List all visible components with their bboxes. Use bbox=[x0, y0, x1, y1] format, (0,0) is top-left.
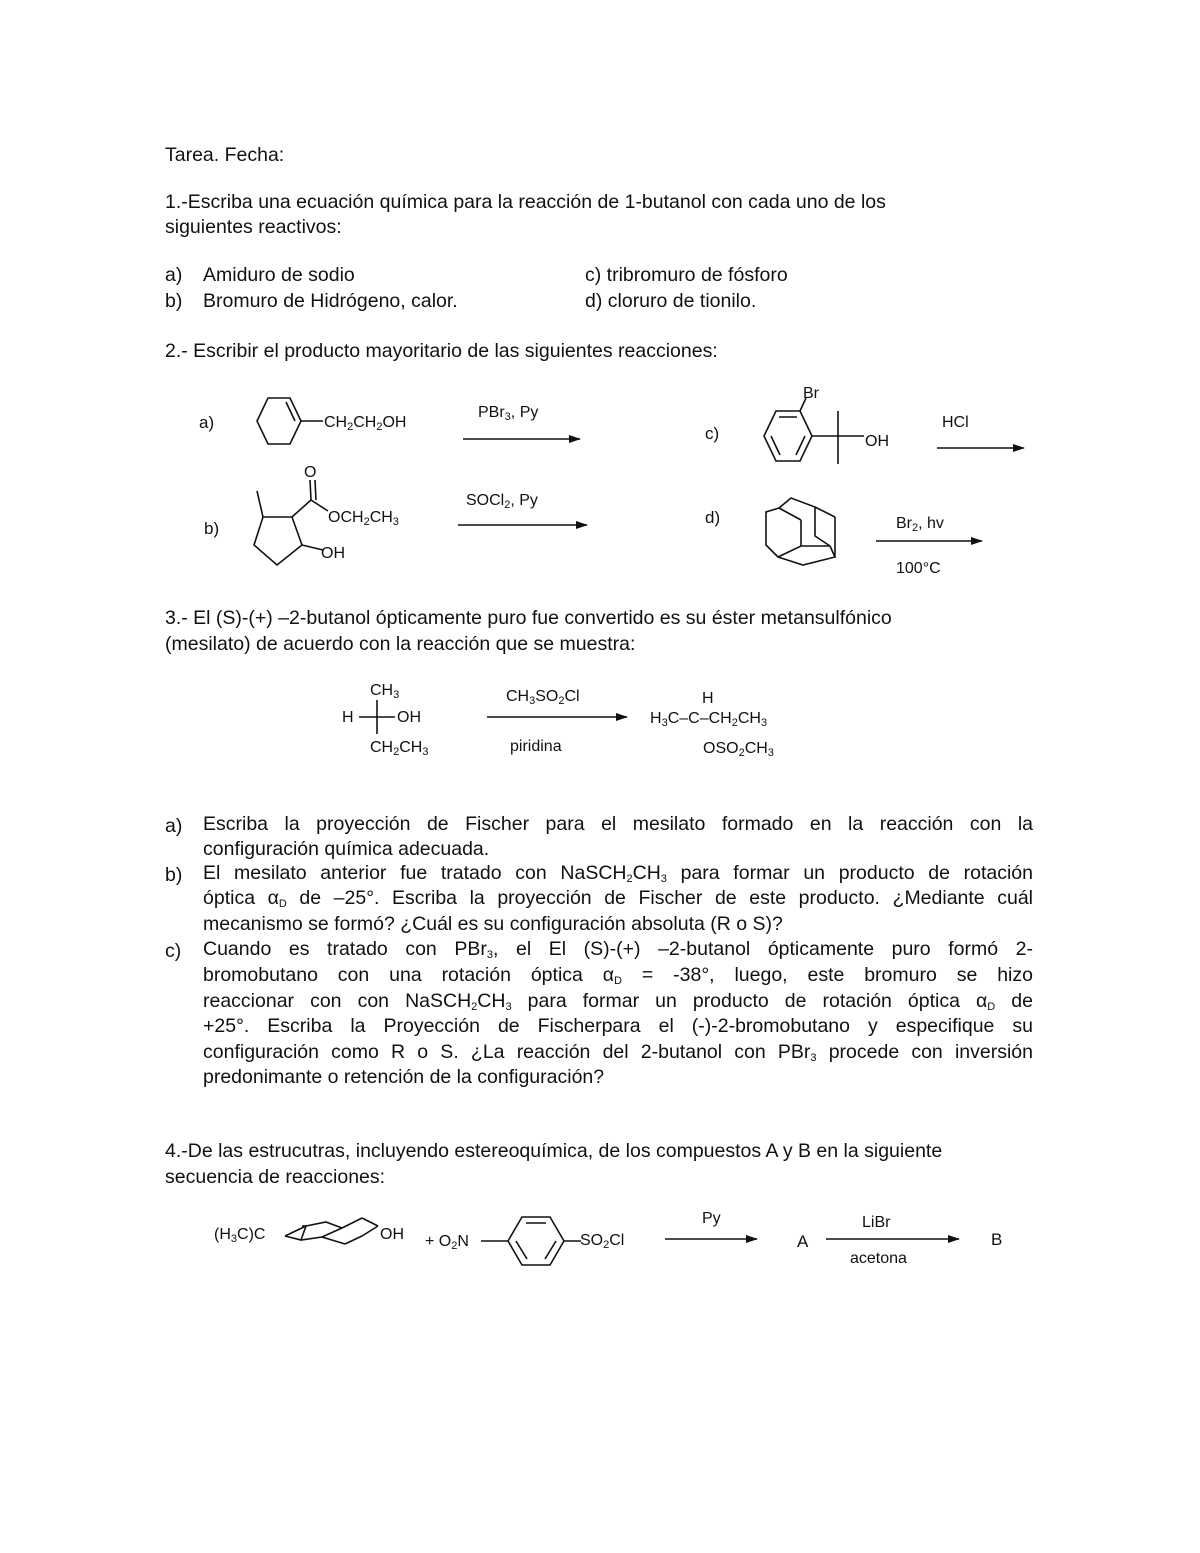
q4-oh: OH bbox=[380, 1226, 404, 1243]
q1-option-b-text: Bromuro de Hidrógeno, calor. bbox=[203, 290, 458, 312]
q3-text-line1: 3.- El (S)-(+) –2-butanol ópticamente puro fue convertido es su éster metansulfónico bbox=[165, 607, 892, 629]
reaction-2b-reagent: SOCl$_2$, Py bbox=[466, 492, 538, 511]
q4-product-a: A bbox=[797, 1232, 809, 1251]
reaction-2b-label: b) bbox=[204, 519, 220, 538]
reaction-2a-label: a) bbox=[199, 413, 215, 432]
q4-product-b: B bbox=[991, 1230, 1003, 1249]
q3-item-b-line3: mecanismo se formó? ¿Cuál es su configuración absoluta (R o S)? bbox=[203, 913, 783, 935]
q1-text-line2: siguientes reactivos: bbox=[165, 216, 342, 238]
q1-option-d-label: d) bbox=[585, 290, 603, 312]
q4-solvent-acetona: acetona bbox=[850, 1250, 907, 1267]
q4-reagent-libr: LiBr bbox=[862, 1214, 891, 1231]
q3-product-h: H bbox=[702, 690, 714, 707]
q3-item-b-line1: El mesilato anterior fue tratado con $NaSCH_2CH_3$ para formar un producto de rotación bbox=[203, 862, 1033, 885]
reaction-2c-label: c) bbox=[705, 424, 720, 443]
q3-item-b-label: b) bbox=[165, 864, 183, 886]
q1-option-c-label: c) bbox=[585, 264, 602, 286]
q3-product-bottom: $OSO_2CH_3$ bbox=[703, 740, 774, 759]
q3-item-c-line1: Cuando es tratado con PBr$_3$, el El (S)-(+) –2-butanol ópticamente puro formó 2- bbox=[203, 938, 1033, 961]
q3-item-b-line2: óptica $\alpha_D$ de –25°. Escriba la proyección de Fischer de este producto. ¿Mediante cuál bbox=[203, 887, 1033, 910]
reaction-2b-carbonyl-o: O bbox=[304, 464, 317, 481]
cyclohexane-chair bbox=[285, 1218, 378, 1244]
q1-option-b-label: b) bbox=[165, 290, 183, 312]
q4-reagent-py: Py bbox=[702, 1210, 721, 1227]
fischer-bottom: $CH_2CH_3$ bbox=[370, 739, 429, 758]
q1-option-c-text: tribromuro de fósforo bbox=[606, 264, 788, 286]
q1-option-d-text: cloruro de tionilo. bbox=[607, 290, 757, 312]
q4-text-line1: 4.-De las estrucutras, incluyendo estereoquímica, de los compuestos A y B en la siguiente bbox=[165, 1140, 943, 1162]
page-title: Tarea. Fecha: bbox=[165, 144, 285, 166]
q3-solvent: piridina bbox=[510, 738, 562, 755]
q3-item-a-label: a) bbox=[165, 815, 183, 837]
benzene-ring-2c bbox=[764, 398, 864, 464]
fischer-top: $CH_3$ bbox=[370, 682, 400, 701]
q3-item-c-line6: predonimante o retención de la configuración? bbox=[203, 1066, 605, 1088]
q3-reagent: $CH_3SO_2Cl$ bbox=[506, 688, 580, 707]
reaction-2a-reagent: PBr$_3$, Py bbox=[478, 404, 539, 423]
q1-option-a-text: Amiduro de sodio bbox=[203, 264, 355, 286]
q4-sulfonyl-chloride: $SO_2Cl$ bbox=[580, 1232, 625, 1251]
fischer-left: H bbox=[342, 709, 354, 726]
q2-text: 2.- Escribir el producto mayoritario de las siguientes reacciones: bbox=[165, 340, 718, 362]
q1-text-line1: 1.-Escriba una ecuación química para la reacción de 1-butanol con cada uno de los bbox=[165, 191, 886, 213]
q3-product-main: $H_3C-C-CH_2CH_3$ bbox=[650, 710, 768, 729]
reaction-2d-label: d) bbox=[705, 508, 721, 527]
reaction-2d-reagent: $Br_2$, hv bbox=[896, 515, 944, 534]
q3-item-c-line5: configuración como R o S. ¿La reacción del 2-butanol con PBr$_3$ procede con inversión bbox=[203, 1041, 1033, 1064]
q4-tbu-group: $(H_3C)C$ bbox=[214, 1226, 266, 1245]
q3-item-c-line3: reaccionar con con $NaSCH_2CH_3$ para formar un producto de rotación óptica $\alpha_D$ de bbox=[203, 990, 1033, 1013]
q3-item-c-label: c) bbox=[165, 940, 182, 962]
reaction-2d-condition: 100°C bbox=[896, 560, 941, 577]
reaction-2b-ester: $OCH_2CH_3$ bbox=[328, 509, 399, 528]
q3-text-line2: (mesilato) de acuerdo con la reacción que se muestra: bbox=[165, 633, 636, 655]
reaction-2c-reagent: HCl bbox=[942, 414, 969, 431]
q1-option-a-label: a) bbox=[165, 264, 183, 286]
reaction-2a-substituent: $CH_2CH_2OH$ bbox=[324, 414, 407, 433]
q3-item-c-line2: bromobutano con una rotación óptica $\alpha_D = -38^\circ$, luego, este bromuro se hizo bbox=[203, 964, 1033, 987]
reaction-2c-br: Br bbox=[803, 385, 819, 402]
cyclopentane-ring bbox=[254, 480, 328, 565]
reaction-2c-oh: OH bbox=[865, 433, 889, 450]
cyclohexene-ring bbox=[257, 398, 323, 444]
benzene-ring-q4 bbox=[481, 1217, 581, 1265]
q3-item-c-line4: +25°. Escriba la Proyección de Fischerpara el (-)-2-bromobutano y especifique su bbox=[203, 1015, 1033, 1037]
q3-item-a-line1: Escriba la proyección de Fischer para el mesilato formado en la reacción con la bbox=[203, 813, 1033, 835]
q4-text-line2: secuencia de reacciones: bbox=[165, 1166, 386, 1188]
adamantane-structure bbox=[766, 498, 835, 565]
fischer-right: OH bbox=[397, 709, 421, 726]
fischer-cross bbox=[359, 700, 395, 734]
q3-item-a-line2: configuración química adecuada. bbox=[203, 838, 490, 860]
reaction-2b-oh: OH bbox=[321, 545, 345, 562]
q4-nitro-group: + $O_2N$ bbox=[425, 1233, 469, 1252]
